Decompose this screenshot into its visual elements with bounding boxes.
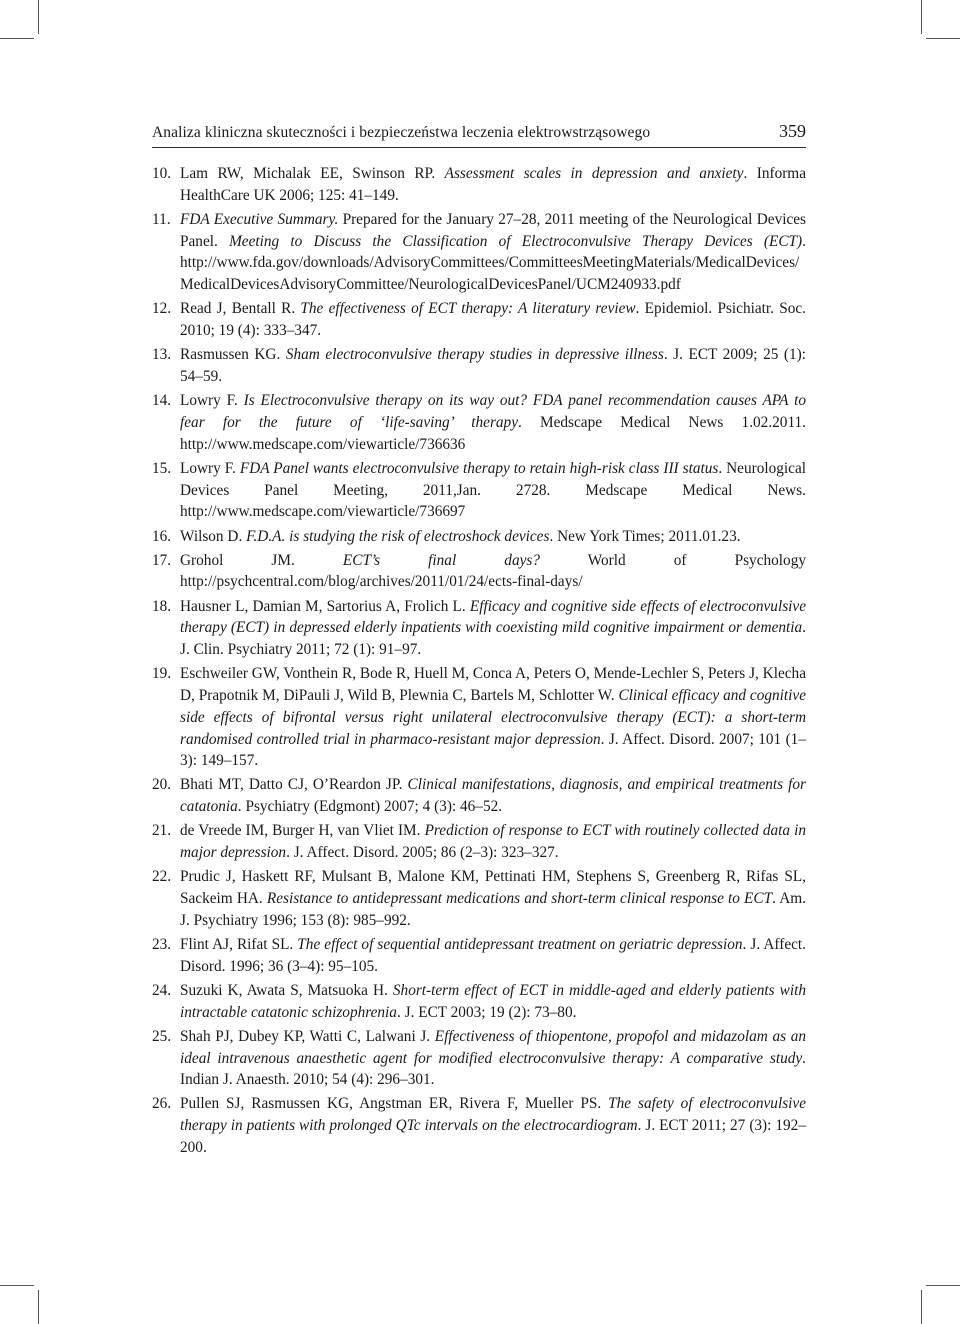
- reference-item: [152, 774, 806, 818]
- reference-title: FDA Executive Summary.: [180, 210, 339, 228]
- reference-title: Efficacy and cognitive side effects of electroconvulsive therapy (ECT) in depressed elderly inpatients with coexisting mild cognitive impairment or dementia: [180, 597, 806, 637]
- reference-item: [152, 550, 806, 594]
- reference-number: 22.: [152, 868, 172, 886]
- reference-text: [180, 298, 806, 342]
- crop-mark-bottom-left: [38, 1290, 39, 1324]
- reference-title: The safety of electroconvulsive therapy in patients with prolonged QTc intervals on the electrocardiogram: [180, 1095, 806, 1135]
- header-rule: [152, 147, 806, 148]
- reference-number: 13.: [152, 346, 172, 364]
- reference-source: . J. Affect. Disord. 2005; 86 (2–3): 323–327.: [286, 844, 559, 862]
- reference-authors: de Vreede IM, Burger H, van Vliet IM.: [180, 822, 425, 840]
- reference-number: 17.: [152, 551, 172, 569]
- reference-text: [180, 344, 806, 388]
- running-head: [152, 114, 806, 142]
- crop-mark-bottom-left-h: [0, 1285, 34, 1286]
- reference-item: [152, 596, 806, 661]
- reference-number: 10.: [152, 165, 172, 182]
- reference-title: Short-term effect of ECT in middle-aged and elderly patients with intractable catatonic schizophrenia: [180, 981, 807, 1021]
- reference-item: [152, 820, 806, 864]
- page-number: 359: [779, 121, 806, 141]
- reference-item: [152, 298, 806, 342]
- reference-list: [152, 163, 806, 1161]
- reference-title: Meeting to Discuss the Classification of Electroconvulsive Therapy Devices (ECT): [229, 232, 803, 250]
- reference-number: 18.: [152, 597, 172, 615]
- crop-mark-top-left-h: [0, 38, 34, 39]
- reference-authors: Prudic J, Haskett RF, Mulsant B, Malone KM, Pettinati HM, Stephens S, Greenberg R, Rifas SL, Sackeim HA.: [180, 868, 806, 908]
- reference-source: World of Psychology http://psychcentral.com/blog/archives/2011/01/24/ects-final-days/: [180, 551, 806, 591]
- reference-text: [180, 774, 806, 818]
- reference-source: . Indian J. Anaesth. 2010; 54 (4): 296–301.: [180, 1049, 806, 1089]
- reference-title: ECT’s final days?: [342, 551, 540, 569]
- reference-text: [180, 663, 806, 772]
- reference-authors: Shah PJ, Dubey KP, Watti C, Lalwani J.: [180, 1027, 435, 1045]
- reference-title: Clinical manifestations, diagnosis, and empirical treatments for catatonia: [180, 776, 806, 816]
- reference-authors: Lam RW, Michalak EE, Swinson RP.: [180, 165, 445, 182]
- reference-item: [152, 344, 806, 388]
- reference-source: . Medscape Medical News 1.02.2011. http://www.medscape.com/viewarticle/736636: [180, 413, 806, 453]
- reference-title: Resistance to antidepressant medications and short-term clinical response to ECT: [266, 890, 773, 908]
- reference-authors: Suzuki K, Awata S, Matsuoka H.: [180, 981, 393, 999]
- reference-authors: Grohol JM.: [180, 551, 343, 569]
- reference-item: [152, 663, 806, 772]
- reference-item: [152, 866, 806, 931]
- reference-authors: Wilson D.: [180, 527, 247, 545]
- reference-authors: Bhati MT, Datto CJ, O’Reardon JP.: [180, 776, 408, 794]
- crop-mark-bottom-right: [921, 1290, 922, 1324]
- reference-text: [180, 526, 806, 548]
- reference-item: [152, 526, 806, 548]
- reference-text: [180, 1026, 806, 1091]
- reference-item: [152, 209, 806, 296]
- reference-authors: Hausner L, Damian M, Sartorius A, Frolich L.: [180, 597, 470, 615]
- reference-source: . J. Clin. Psychiatry 2011; 72 (1): 91–97.: [180, 619, 806, 659]
- reference-item: [152, 390, 806, 455]
- reference-authors: Eschweiler GW, Vonthein R, Bode R, Huell M, Conca A, Peters O, Mende-Lechler S, Peters J, Klecha D, Prapotnik M, DiPauli J, Wild B, Plewnia C, Bartels M, Schlotter W.: [180, 665, 806, 704]
- reference-title: Assessment scales in depression and anxiety: [444, 165, 744, 182]
- reference-number: 26.: [152, 1095, 172, 1113]
- reference-text: [180, 209, 806, 296]
- reference-text: [180, 163, 806, 207]
- reference-source: . Psychiatry (Edgmont) 2007; 4 (3): 46–52.: [237, 798, 503, 816]
- reference-number: 15.: [152, 459, 172, 477]
- reference-number: 14.: [152, 392, 172, 410]
- reference-source: . Epidemiol. Psichiatr. Soc. 2010; 19 (4): 333–347.: [180, 300, 806, 340]
- reference-number: 11.: [152, 210, 171, 228]
- reference-text: [180, 390, 806, 455]
- reference-authors: Flint AJ, Rifat SL.: [180, 935, 298, 953]
- reference-source: . New York Times; 2011.01.23.: [549, 527, 741, 545]
- reference-item: [152, 1026, 806, 1091]
- reference-authors: Lowry F.: [180, 392, 244, 410]
- reference-title: Prediction of response to ECT with routinely collected data in major depression: [180, 822, 806, 862]
- reference-text: [180, 596, 806, 661]
- reference-item: [152, 934, 806, 978]
- reference-number: 12.: [152, 300, 172, 318]
- reference-source: . Neurological Devices Panel Meeting, 2011,Jan. 2728. Medscape Medical News. http://www.medscape.com/viewarticle/736697: [180, 459, 806, 521]
- reference-text: [180, 980, 806, 1024]
- reference-item: [152, 1093, 806, 1158]
- reference-item: [152, 980, 806, 1024]
- crop-mark-top-left: [38, 0, 39, 34]
- reference-source: . Informa HealthCare UK 2006; 125: 41–149.: [180, 165, 806, 204]
- reference-source: . http://www.fda.gov/downloads/AdvisoryCommittees/CommitteesMeetingMaterials/MedicalDevices/MedicalDevicesAdvisoryCommittee/NeurologicalDevicesPanel/UCM240933.pdf: [180, 232, 806, 294]
- crop-mark-top-right-h: [926, 38, 960, 39]
- reference-source: . J. ECT 2011; 27 (3): 192–200.: [180, 1117, 806, 1157]
- crop-mark-bottom-right-h: [926, 1285, 960, 1286]
- reference-source: . J. Affect. Disord. 1996; 36 (3–4): 95–105.: [180, 935, 806, 975]
- reference-title: FDA Panel wants electroconvulsive therapy to retain high-risk class III status: [239, 459, 719, 477]
- reference-text: [180, 550, 806, 594]
- reference-authors: Read J, Bentall R.: [180, 300, 301, 318]
- reference-number: 25.: [152, 1027, 172, 1045]
- reference-title: The effect of sequential antidepressant treatment on geriatric depression: [297, 935, 743, 953]
- reference-source: Prepared for the January 27–28, 2011 meeting of the Neurological Devices Panel.: [180, 210, 806, 250]
- reference-authors: Lowry F.: [180, 459, 240, 477]
- reference-title: Effectiveness of thiopentone, propofol and midazolam as an ideal intravenous anaesthetic agent for modified electroconvulsive therapy: A comparative study: [180, 1027, 806, 1067]
- reference-number: 24.: [152, 981, 172, 999]
- reference-title: F.D.A. is studying the risk of electroshock devices: [246, 527, 550, 545]
- reference-authors: Pullen SJ, Rasmussen KG, Angstman ER, Rivera F, Mueller PS.: [180, 1095, 609, 1113]
- reference-item: [152, 458, 806, 523]
- reference-text: [180, 1093, 806, 1158]
- crop-mark-top-right: [921, 0, 922, 34]
- reference-authors: Rasmussen KG.: [180, 346, 286, 364]
- reference-number: 23.: [152, 935, 172, 953]
- reference-item: [152, 163, 806, 207]
- reference-title: Sham electroconvulsive therapy studies in depressive illness: [285, 346, 664, 364]
- reference-text: [180, 934, 806, 978]
- reference-text: [180, 458, 806, 523]
- reference-number: 19.: [152, 665, 172, 683]
- reference-source: . J. Affect. Disord. 2007; 101 (1–3): 149–157.: [180, 730, 806, 770]
- reference-title: Is Electroconvulsive therapy on its way out? FDA panel recommendation causes APA to fear for the future of ‘life-saving’ therapy: [180, 392, 806, 431]
- reference-number: 20.: [152, 776, 172, 794]
- reference-text: [180, 820, 806, 864]
- reference-text: [180, 866, 806, 931]
- reference-source: . J. ECT 2003; 19 (2): 73–80.: [396, 1003, 577, 1021]
- reference-number: 21.: [152, 822, 172, 840]
- reference-source: . J. ECT 2009; 25 (1): 54–59.: [180, 346, 806, 386]
- reference-title: The effectiveness of ECT therapy: A literatury review: [300, 300, 636, 318]
- running-title: Analiza kliniczna skuteczności i bezpieczeństwa leczenia elektrowstrząsowego: [152, 124, 651, 141]
- reference-number: 16.: [152, 527, 172, 545]
- reference-source: . Am. J. Psychiatry 1996; 153 (8): 985–992.: [180, 890, 807, 929]
- reference-title: Clinical efficacy and cognitive side effects of bifrontal versus right unilateral electroconvulsive therapy (ECT): a short-term randomised controlled trial in pharmaco-resistant major depression: [180, 687, 806, 748]
